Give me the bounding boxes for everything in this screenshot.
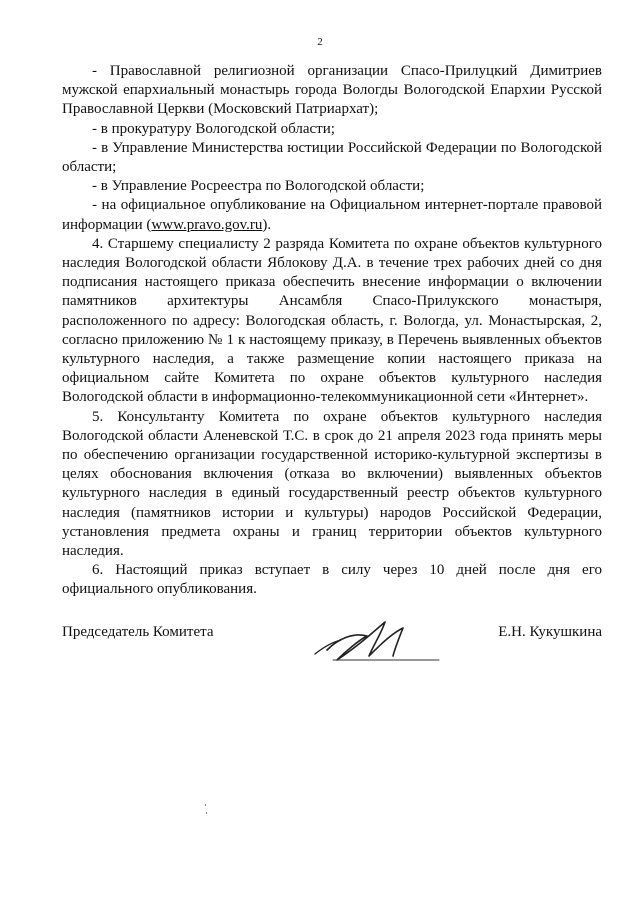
recipient-rosreestr: - в Управление Росреестра по Вологодской области; bbox=[92, 178, 425, 195]
scan-speck bbox=[206, 812, 207, 814]
recipient-monastery: - Православной религиозной организации Спасо-Прилуцкий Димитриев мужской епархиальный монастырь города Вологды Вологодской Епархии Русской Православной Церкви (Московский Патриархат); bbox=[62, 63, 602, 118]
page-number: 2 bbox=[317, 36, 323, 48]
pravo-gov-link[interactable]: www.pravo.gov.ru bbox=[151, 216, 263, 233]
handwritten-signature bbox=[307, 610, 447, 668]
signatory-name: Е.Н. Кукушкина bbox=[498, 624, 602, 640]
scan-speck bbox=[205, 804, 206, 806]
recipient-prosecutor: - в прокуратуру Вологодской области; bbox=[92, 120, 335, 137]
publication-text-before: - на официальное опубликование на Официальном интернет-портале правовой информации ( bbox=[62, 197, 602, 233]
signature-block bbox=[62, 610, 602, 670]
publication-text-after: ). bbox=[262, 216, 272, 233]
document-body bbox=[62, 62, 602, 600]
clause-6: 6. Настоящий приказ вступает в силу через 10 дней после дня его официального опубликования. bbox=[62, 562, 602, 598]
clause-5: 5. Консультанту Комитета по охране объектов культурного наследия Вологодской области Аленевской Т.С. в срок до 21 апреля 2023 года принять меры по обеспечению организации государственной историко-культурной экспертизы в целях обоснования включения (отказа во включении) выявленных объектов культурного наследия в единый государственный реестр объектов культурного наследия (памятников истории и культуры) народов Российской Федерации, установления предмета охраны и границ территории объектов культурного наследия. bbox=[62, 408, 602, 560]
signatory-role: Председатель Комитета bbox=[62, 624, 214, 640]
recipient-justice-ministry: - в Управление Министерства юстиции Российской Федерации по Вологодской области; bbox=[62, 139, 602, 176]
clause-4: 4. Старшему специалисту 2 разряда Комитета по охране объектов культурного наследия Вологодской области Яблокову Д.А. в течение трех рабочих дней со дня подписания настоящего приказа обеспечить внесение информации о включении памятников архитектуры Ансамбля Спасо-Прилукского монастыря, расположенного по адресу: Вологодская область, г. Вологда, ул. Монастырская, 2, согласно приложению № 1 к настоящему приказу, в Перечень выявленных объектов культурного наследия, а также размещение копии настоящего приказа на официальном сайте Комитета по охране объектов культурного наследия Вологодской области в информационно-телекоммуникационной сети «Интернет». bbox=[62, 235, 602, 406]
recipient-publication bbox=[62, 196, 602, 234]
